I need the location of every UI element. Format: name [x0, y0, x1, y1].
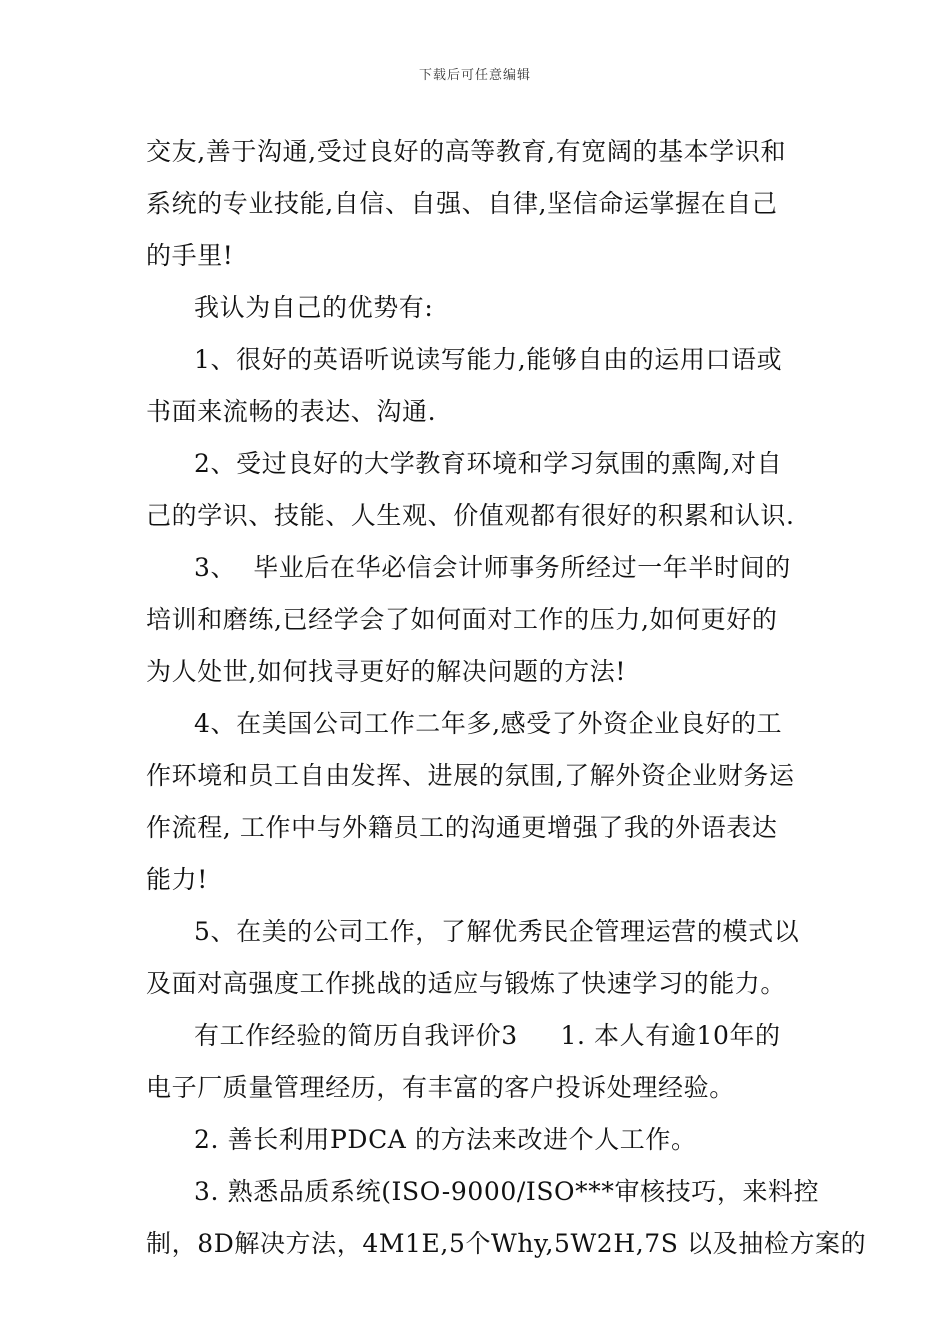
text-line: 我认为自己的优势有:	[194, 293, 434, 322]
text-line: 3、 毕业后在华必信会计师事务所经过一年半时间的	[194, 553, 791, 582]
text-line: 3. 熟悉品质系统(ISO-9000/ISO***审核技巧，来料控	[194, 1177, 820, 1206]
text-line: 能力!	[146, 865, 208, 894]
text-line: 的手里!	[146, 241, 234, 270]
text-line: 书面来流畅的表达、沟通.	[146, 397, 437, 426]
text-line: 有工作经验的简历自我评价3 1. 本人有逾10年的	[194, 1021, 781, 1050]
text-line: 培训和磨练,已经学会了如何面对工作的压力,如何更好的	[146, 605, 778, 634]
text-line: 及面对高强度工作挑战的适应与锻炼了快速学习的能力。	[146, 969, 787, 998]
text-line: 制，8D解决方法，4M1E,5个Why,5W2H,7S 以及抽检方案的	[146, 1229, 867, 1258]
text-line: 作流程, 工作中与外籍员工的沟通更增强了我的外语表达	[146, 813, 778, 842]
text-line: 电子厂质量管理经历，有丰富的客户投诉处理经验。	[146, 1073, 735, 1102]
text-line: 为人处世,如何找寻更好的解决问题的方法!	[146, 657, 626, 686]
text-line: 作环境和员工自由发挥、进展的氛围,了解外资企业财务运	[146, 761, 795, 790]
text-line: 2、受过良好的大学教育环境和学习氛围的熏陶,对自	[194, 449, 783, 478]
page-header: 下载后可任意编辑	[418, 68, 531, 83]
text-line: 4、在美国公司工作二年多,感受了外资企业良好的工	[194, 709, 783, 738]
text-line: 系统的专业技能,自信、自强、自律,坚信命运掌握在自己	[146, 189, 778, 218]
text-line: 己的学识、技能、人生观、价值观都有很好的积累和认识.	[146, 501, 795, 530]
document-body	[146, 126, 867, 1270]
text-line: 交友,善于沟通,受过良好的高等教育,有宽阔的基本学识和	[146, 137, 787, 166]
text-line: 2. 善长利用PDCA 的方法来改进个人工作。	[194, 1125, 697, 1154]
text-line: 5、在美的公司工作，了解优秀民企管理运营的模式以	[194, 917, 800, 946]
text-line: 1、很好的英语听说读写能力,能够自由的运用口语或	[194, 345, 783, 374]
